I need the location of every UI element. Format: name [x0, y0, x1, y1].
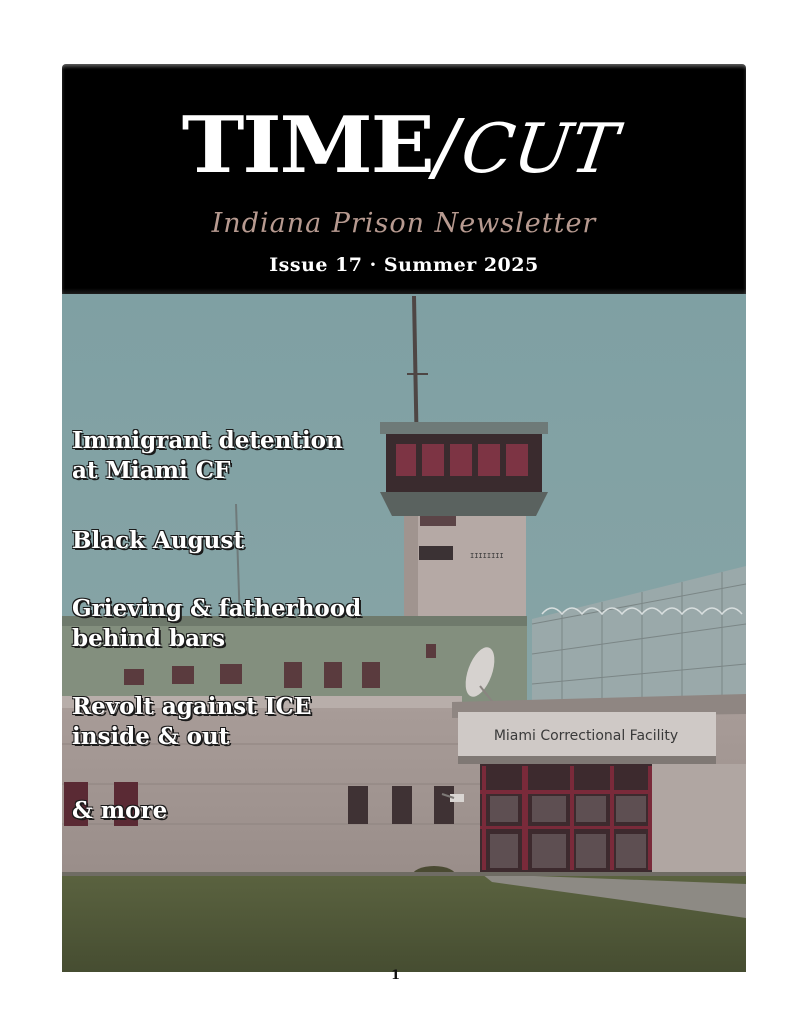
headline-line: Revolt against ICE — [72, 693, 312, 720]
title-cut: CUT — [456, 110, 623, 189]
newsletter-title — [62, 100, 746, 191]
headline-line: inside & out — [72, 723, 230, 750]
headline-line: Black August — [72, 527, 244, 554]
page-number: 1 — [390, 968, 401, 983]
headline-revolt-against-ice — [72, 692, 412, 752]
title-slash: / — [433, 104, 459, 190]
headline-line: & more — [72, 797, 168, 824]
headline-black-august — [72, 526, 412, 556]
headline-line: at Miami CF — [72, 457, 231, 484]
headline-immigrant-detention — [72, 426, 412, 486]
cover — [62, 64, 746, 972]
headline-grieving-fatherhood — [72, 594, 412, 654]
headline-line: Grieving & fatherhood — [72, 595, 362, 622]
newsletter-subtitle: Indiana Prison Newsletter — [211, 208, 597, 239]
headline-line: Immigrant detention — [72, 427, 343, 454]
facility-sign: Miami Correctional Facility — [493, 728, 679, 744]
tower-plate: IIIIIIII — [470, 552, 504, 560]
masthead — [62, 64, 746, 294]
title-time: TIME — [181, 100, 433, 191]
headline-and-more — [72, 796, 412, 826]
issue-line: Issue 17 · Summer 2025 — [269, 254, 539, 276]
headline-line: behind bars — [72, 625, 226, 652]
